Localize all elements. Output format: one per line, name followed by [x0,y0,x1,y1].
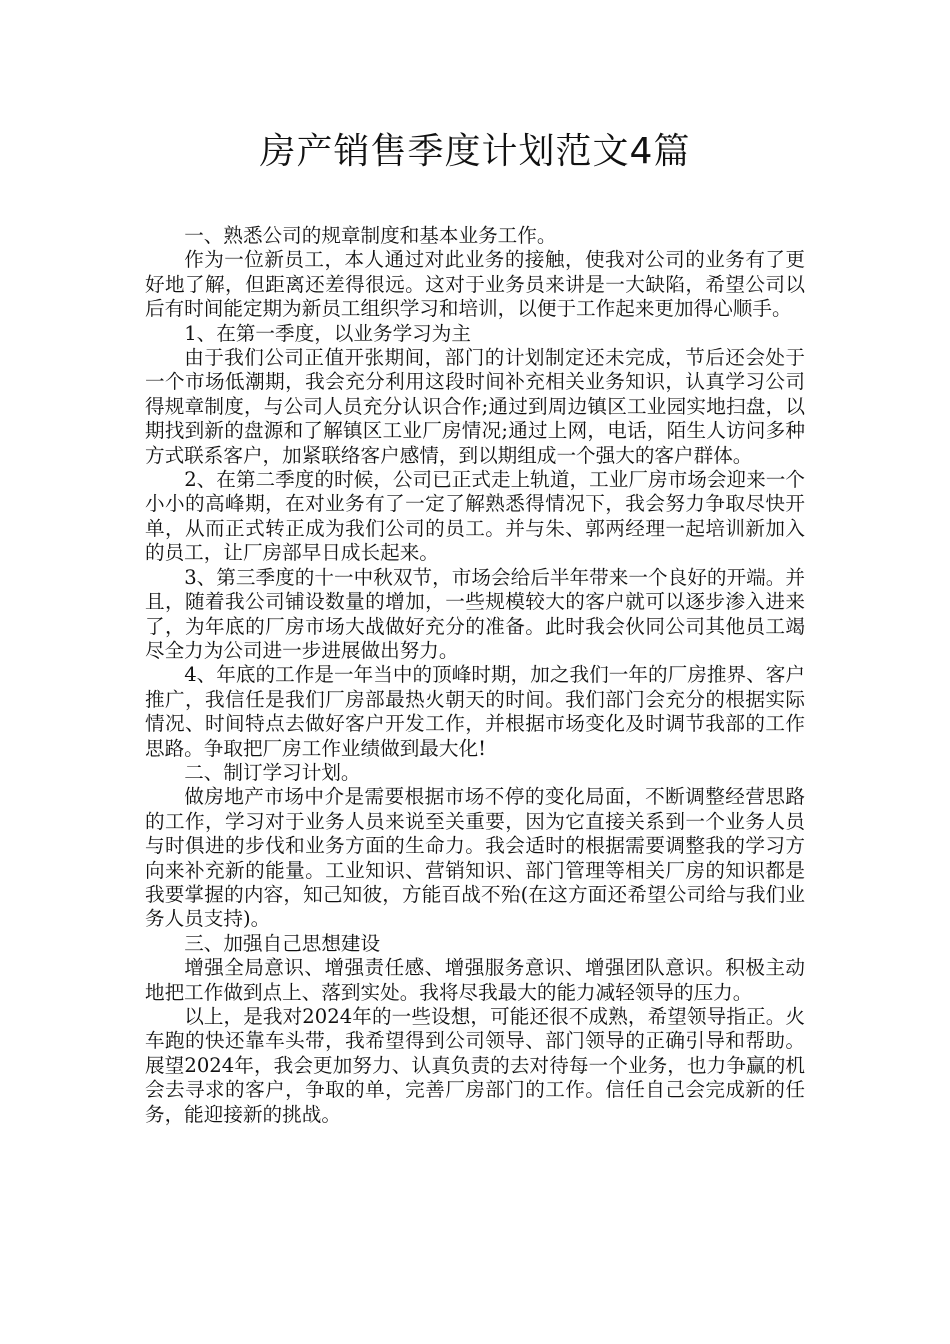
body-paragraph: 作为一位新员工，本人通过对此业务的接触，使我对公司的业务有了更好地了解，但距离还差得很远。这对于业务员来讲是一大缺陷，希望公司以后有时间能定期为新员工组织学习和培训，以便于工作起来更加得心顺手。 [145,248,805,321]
subsection-heading-q1: 1、在第一季度，以业务学习为主 [184,321,471,345]
section-heading-2: 二、制订学习计划。 [184,760,361,784]
document-title: 房产销售季度计划范文4篇 [259,131,691,172]
body-paragraph-q3: 3、第三季度的十一中秋双节，市场会给后半年带来一个良好的开端。并且，随着我公司铺设数量的增加，一些规模较大的客户就可以逐步渗入进来了，为年底的厂房市场大战做好充分的准备。此时我会伙同公司其他员工竭尽全力为公司进一步进展做出努力。 [145,565,805,662]
closing-paragraph: 以上，是我对2024年的一些设想，可能还很不成熟，希望领导指正。火车跑的快还靠车头带，我希望得到公司领导、部门领导的正确引导和帮助。展望2024年，我会更加努力、认真负责的去对待每一个业务，也力争赢的机会去寻求的客户，争取的单，完善厂房部门的工作。信任自己会完成新的任务，能迎接新的挑战。 [145,1005,805,1126]
body-paragraph-q4: 4、年底的工作是一年当中的顶峰时期，加之我们一年的厂房推界、客户推广，我信任是我们厂房部最热火朝天的时间。我们部门会充分的根据实际情况、时间特点去做好客户开发工作，并根据市场变化及时调节我部的工作思路。争取把厂房工作业绩做到最大化! [145,663,805,760]
document-body [145,224,805,1127]
body-paragraph: 做房地产市场中介是需要根据市场不停的变化局面，不断调整经营思路的工作，学习对于业务人员来说至关重要，因为它直接关系到一个业务人员与时俱进的步伐和业务方面的生命力。我会适时的根据需要调整我的学习方向来补充新的能量。工业知识、营销知识、部门管理等相关厂房的知识都是我要掌握的内容，知己知彼，方能百战不殆(在这方面还希望公司给与我们业务人员支持)。 [145,785,805,931]
section-heading-3: 三、加强自己思想建设 [184,931,381,955]
body-paragraph: 由于我们公司正值开张期间，部门的计划制定还未完成，节后还会处于一个市场低潮期，我会充分利用这段时间补充相关业务知识，认真学习公司得规章制度，与公司人员充分认识合作;通过到周边镇区工业园实地扫盘，以期找到新的盘源和了解镇区工业厂房情况;通过上网，电话，陌生人访问多种方式联系客户，加紧联络客户感情，到以期组成一个强大的客户群体。 [145,346,805,467]
body-paragraph: 增强全局意识、增强责任感、增强服务意识、增强团队意识。积极主动地把工作做到点上、落到实处。我将尽我最大的能力减轻领导的压力。 [145,956,805,1004]
body-paragraph-q2: 2、在第二季度的时候，公司已正式走上轨道，工业厂房市场会迎来一个小小的高峰期，在对业务有了一定了解熟悉得情况下，我会努力争取尽快开单，从而正式转正成为我们公司的员工。并与朱、郭两经理一起培训新加入的员工，让厂房部早日成长起来。 [145,468,805,565]
section-heading-1: 一、熟悉公司的规章制度和基本业务工作。 [184,224,557,247]
